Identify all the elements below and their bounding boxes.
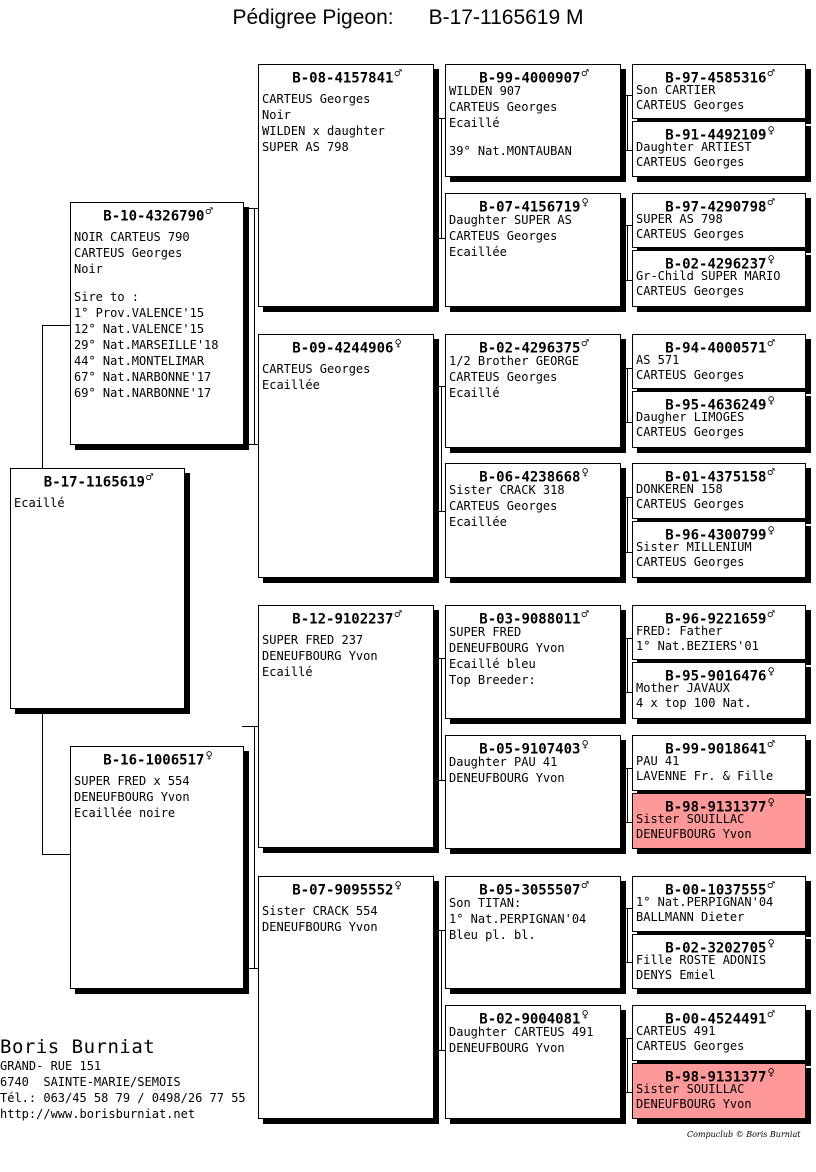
ring-number [641, 464, 799, 486]
pigeon-details [636, 140, 802, 170]
pigeon-card-g3 [632, 193, 806, 248]
ring-number [641, 606, 799, 628]
pigeon-details [636, 83, 802, 113]
pigeon-details [14, 495, 181, 511]
female-symbol-icon: ♀ [394, 336, 402, 350]
ring-number [454, 194, 614, 216]
pigeon-card-dam-dam [258, 876, 434, 1119]
pigeon-details [636, 269, 802, 299]
pigeon-detail-line: CARTEUS Georges [449, 229, 558, 243]
pigeon-details [449, 624, 617, 688]
male-symbol-icon: ♂ [145, 470, 154, 484]
pigeon-detail-line: PAU 41 [636, 754, 680, 768]
pigeon-card-g2 [632, 121, 806, 177]
female-symbol-icon: ♀ [767, 393, 775, 407]
owner-address: GRAND- RUE 151 [0, 1059, 102, 1073]
ring-number-text: B-06-4238668 [479, 469, 581, 486]
female-symbol-icon: ♀ [767, 523, 775, 537]
pigeon-detail-line: SUPER FRED 237 [262, 633, 364, 647]
pigeon-details [636, 482, 802, 512]
pigeon-detail-line: 1° Nat.BEZIERS'01 [636, 639, 759, 653]
pigeon-card-sdd [445, 463, 621, 578]
pigeon-detail-line [74, 277, 240, 289]
owner-phone: Tél.: 063/45 58 79 / 0498/26 77 55 [0, 1091, 246, 1105]
pigeon-detail-line: CARTEUS Georges [636, 555, 745, 569]
pigeon-detail-line: 67° Nat.NARBONNE'17 [74, 370, 212, 384]
pigeon-detail-line: Daughter ARTIEST [636, 140, 752, 154]
pigeon-details [449, 482, 617, 530]
pigeon-card-g13 [632, 876, 806, 932]
pigeon-detail-line: Ecaillé [449, 116, 500, 130]
pigeon-detail-line: WILDEN 907 [449, 84, 522, 98]
pigeon-card-dsd [445, 735, 621, 849]
pigeon-detail-line: CARTEUS Georges [449, 100, 558, 114]
pigeon-detail-line: FRED: Father [636, 624, 723, 638]
pigeon-detail-line: NOIR CARTEUS 790 [74, 230, 190, 244]
pigeon-detail-line: DONKEREN 158 [636, 482, 723, 496]
pigeon-details [636, 624, 802, 654]
pigeon-detail-line: SUPER AS 798 [262, 140, 349, 154]
female-symbol-icon: ♀ [205, 748, 213, 762]
pigeon-detail-line: Top Breeder: [449, 673, 536, 687]
pigeon-detail-line: Sister SOUILLAC [636, 812, 745, 826]
pigeon-detail-line: Son CARTIER [636, 83, 716, 97]
pigeon-details [449, 212, 617, 260]
pigeon-details [636, 895, 802, 925]
ring-number-text: B-00-4524491 [665, 1011, 767, 1028]
pigeon-details [636, 681, 802, 711]
owner-name: Boris Burniat [0, 1036, 156, 1058]
pigeon-card-dam [70, 746, 244, 989]
ring-number-text: B-94-4000571 [665, 340, 767, 357]
pigeon-detail-line: CARTEUS Georges [636, 155, 745, 169]
ring-number-text: B-00-1037555 [665, 882, 767, 899]
ring-number-text: B-97-4290798 [665, 199, 767, 216]
pigeon-card-g9 [632, 605, 806, 660]
ring-number-text: B-99-4000907 [479, 70, 581, 87]
pigeon-detail-line: CARTEUS Georges [449, 370, 558, 384]
pigeon-card-g11 [632, 735, 806, 791]
male-symbol-icon: ♂ [205, 204, 213, 218]
pigeon-details [636, 540, 802, 570]
pigeon-detail-line: SUPER AS 798 [636, 212, 723, 226]
pigeon-detail-line: Ecaillée [449, 515, 507, 529]
pigeon-detail-line: Ecaillé bleu [449, 657, 536, 671]
pigeon-detail-line: CARTEUS Georges [449, 499, 558, 513]
page-title: Pédigree Pigeon: B-17-1165619 M [232, 6, 584, 29]
pigeon-card-g6 [632, 391, 806, 448]
pigeon-detail-line: Ecaillée noire [74, 806, 176, 820]
ring-number-text: B-02-9004081 [479, 1011, 581, 1028]
pigeon-detail-line: 1° Nat.PERPIGNAN'04 [636, 895, 774, 909]
pigeon-card-g4 [632, 250, 806, 307]
pigeon-detail-line: CARTEUS Georges [636, 98, 745, 112]
owner-city: 6740 SAINTE-MARIE/SEMOIS [0, 1075, 181, 1089]
ring-number [641, 122, 799, 144]
pigeon-detail-line: Ecaillé [14, 496, 65, 510]
female-symbol-icon: ♀ [767, 252, 775, 266]
ring-number-text: B-02-4296237 [665, 256, 767, 273]
ring-number-text: B-07-9095552 [292, 882, 394, 899]
male-symbol-icon: ♂ [767, 878, 775, 892]
male-symbol-icon: ♂ [767, 465, 775, 479]
pigeon-details [262, 903, 430, 935]
pigeon-detail-line: 69° Nat.NARBONNE'17 [74, 386, 212, 400]
ring-number-text: B-16-1006517 [103, 752, 205, 769]
pigeon-detail-line: WILDEN x daughter [262, 124, 385, 138]
pigeon-detail-line: DENEUFBOURG Yvon [449, 641, 565, 655]
female-symbol-icon: ♀ [394, 878, 402, 892]
pigeon-detail-line: 1/2 Brother GEORGE [449, 354, 580, 368]
pigeon-detail-line: DENEUFBOURG Yvon [262, 649, 378, 663]
male-symbol-icon: ♂ [767, 195, 775, 209]
pigeon-detail-line: Ecaillé [449, 386, 500, 400]
pigeon-detail-line: DENEUFBOURG Yvon [262, 920, 378, 934]
pigeon-card-sire [70, 202, 244, 445]
ring-number [641, 736, 799, 758]
ring-number [641, 65, 799, 87]
ring-number [641, 194, 799, 216]
pigeon-detail-line: DENEUFBOURG Yvon [449, 1041, 565, 1055]
female-symbol-icon: ♀ [581, 737, 589, 751]
pigeon-details [636, 212, 802, 242]
pigeon-detail-line: 39° Nat.MONTAUBAN [449, 144, 572, 158]
pigeon-details [449, 353, 617, 401]
ring-number [641, 794, 799, 816]
female-symbol-icon: ♀ [767, 123, 775, 137]
pigeon-detail-line: Son TITAN: [449, 896, 522, 910]
pigeon-detail-line: 1° Prov.VALENCE'15 [74, 306, 205, 320]
pigeon-detail-line: CARTEUS Georges [636, 1039, 745, 1053]
ring-number-text: B-12-9102237 [292, 611, 394, 628]
pigeon-detail-line: Fille ROSTE ADONIS [636, 953, 767, 967]
pigeon-detail-line: DENEUFBOURG Yvon [636, 1097, 752, 1111]
male-symbol-icon: ♂ [581, 336, 589, 350]
female-symbol-icon: ♀ [767, 795, 775, 809]
ring-number [641, 251, 799, 273]
ring-number-text: B-91-4492109 [665, 127, 767, 144]
male-symbol-icon: ♂ [767, 737, 775, 751]
ring-number-text: B-05-9107403 [479, 741, 581, 758]
pigeon-details [262, 91, 430, 155]
pigeon-card-g10 [632, 662, 806, 719]
ring-number-text: B-98-9131377 [665, 1069, 767, 1086]
pigeon-details [636, 353, 802, 383]
female-symbol-icon: ♀ [581, 1007, 589, 1021]
pigeon-detail-line: DENEUFBOURG Yvon [74, 790, 190, 804]
pigeon-card-dam-sire [258, 605, 434, 848]
pigeon-card-g12 [632, 793, 806, 849]
pigeon-detail-line: SUPER FRED x 554 [74, 774, 190, 788]
pigeon-detail-line: Noir [74, 262, 103, 276]
pigeon-detail-line [449, 131, 617, 143]
ring-number-text: B-02-3202705 [665, 940, 767, 957]
pigeon-detail-line: 1° Nat.PERPIGNAN'04 [449, 912, 587, 926]
ring-number [641, 1064, 799, 1086]
owner-website-link[interactable]: http://www.borisburniat.net [0, 1107, 196, 1121]
pigeon-detail-line: CARTEUS Georges [636, 497, 745, 511]
ring-number-text: B-07-4156719 [479, 199, 581, 216]
ring-number [641, 663, 799, 685]
male-symbol-icon: ♂ [767, 607, 775, 621]
pigeon-detail-line: Sister MILLENIUM [636, 540, 752, 554]
pigeon-details [74, 229, 240, 401]
pigeon-card-g1 [632, 64, 806, 119]
pigeon-details [636, 754, 802, 784]
pigeon-details [636, 1082, 802, 1112]
female-symbol-icon: ♀ [581, 465, 589, 479]
ring-number [641, 877, 799, 899]
male-symbol-icon: ♂ [767, 1007, 775, 1021]
pigeon-detail-line: Ecaillée [449, 245, 507, 259]
ring-number [267, 65, 427, 87]
male-symbol-icon: ♂ [581, 878, 589, 892]
ring-number-text: B-96-9221659 [665, 611, 767, 628]
pigeon-detail-line: 12° Nat.VALENCE'15 [74, 322, 205, 336]
pigeon-detail-line: Noir [262, 108, 291, 122]
pigeon-detail-line: Sister CRACK 554 [262, 904, 378, 918]
female-symbol-icon: ♀ [767, 1065, 775, 1079]
pigeon-card-g14 [632, 934, 806, 989]
pigeon-detail-line: Sire to : [74, 290, 140, 304]
male-symbol-icon: ♂ [767, 66, 775, 80]
ring-number [454, 606, 614, 628]
ring-number [641, 522, 799, 544]
female-symbol-icon: ♀ [767, 936, 775, 950]
pigeon-detail-line: CARTEUS Georges [636, 284, 745, 298]
pigeon-card-g7 [632, 463, 806, 519]
pigeon-detail-line: Daughter SUPER AS [449, 213, 572, 227]
pigeon-detail-line: Gr-Child SUPER MARIO [636, 269, 781, 283]
owner-block [0, 1036, 246, 1122]
ring-number-text: B-03-9088011 [479, 611, 581, 628]
pigeon-details [636, 953, 802, 983]
software-credit: Compuclub © Boris Burniat [687, 1130, 801, 1139]
pigeon-card-dss [445, 605, 621, 719]
male-symbol-icon: ♂ [767, 336, 775, 350]
male-symbol-icon: ♂ [581, 607, 589, 621]
ring-number-text: B-99-9018641 [665, 741, 767, 758]
ring-number [641, 1006, 799, 1028]
pigeon-detail-line: CARTEUS Georges [74, 246, 183, 260]
female-symbol-icon: ♀ [581, 195, 589, 209]
pigeon-card-ddd [445, 1005, 621, 1119]
ring-number [454, 335, 614, 357]
pigeon-detail-line: Ecaillé [262, 665, 313, 679]
ring-number [454, 736, 614, 758]
pigeon-details [449, 1024, 617, 1056]
pigeon-details [74, 773, 240, 821]
ring-number [454, 1006, 614, 1028]
ring-number [454, 65, 614, 87]
ring-number [454, 464, 614, 486]
ring-number-text: B-08-4157841 [292, 70, 394, 87]
ring-number-text: B-98-9131377 [665, 799, 767, 816]
pigeon-card-dds [445, 876, 621, 989]
ring-number-text: B-01-4375158 [665, 469, 767, 486]
pigeon-card-g16 [632, 1063, 806, 1119]
ring-number [641, 935, 799, 957]
pigeon-detail-line: Daughter PAU 41 [449, 755, 558, 769]
female-symbol-icon: ♀ [767, 664, 775, 678]
pigeon-detail-line: DENEUFBOURG Yvon [636, 827, 752, 841]
ring-number [454, 877, 614, 899]
ring-number-text: B-02-4296375 [479, 340, 581, 357]
pigeon-card-sds [445, 334, 621, 448]
male-symbol-icon: ♂ [394, 66, 402, 80]
pigeon-detail-line: 29° Nat.MARSEILLE'18 [74, 338, 219, 352]
pigeon-card-subject [10, 468, 185, 709]
pigeon-detail-line: DENEUFBOURG Yvon [449, 771, 565, 785]
pigeon-card-g5 [632, 334, 806, 389]
pigeon-detail-line: Ecaillée [262, 378, 320, 392]
ring-number [79, 747, 237, 769]
pigeon-detail-line: CARTEUS Georges [636, 425, 745, 439]
pigeon-detail-line: CARTEUS Georges [262, 362, 371, 376]
pigeon-detail-line: 44° Nat.MONTELIMAR [74, 354, 205, 368]
ring-number [79, 203, 237, 225]
pigeon-details [262, 632, 430, 680]
pigeon-detail-line: 4 x top 100 Nat. [636, 696, 752, 710]
pigeon-details [636, 812, 802, 842]
pigeon-detail-line: BALLMANN Dieter [636, 910, 745, 924]
pigeon-details [449, 83, 617, 159]
pigeon-detail-line: DENYS Emiel [636, 968, 716, 982]
ring-number-text: B-05-3055507 [479, 882, 581, 899]
pigeon-detail-line: Bleu pl. bl. [449, 928, 536, 942]
ring-number [641, 335, 799, 357]
pigeon-detail-line: SUPER FRED [449, 625, 522, 639]
ring-number [641, 392, 799, 414]
male-symbol-icon: ♂ [394, 607, 402, 621]
pigeon-detail-line: Daughter CARTEUS 491 [449, 1025, 594, 1039]
ring-number-text: B-95-4636249 [665, 397, 767, 414]
pigeon-detail-line: Daugher LIMOGES [636, 410, 745, 424]
pigeon-detail-line: CARTEUS Georges [636, 227, 745, 241]
pigeon-card-g15 [632, 1005, 806, 1061]
ring-number-text: B-96-4300799 [665, 527, 767, 544]
pigeon-detail-line: Mother JAVAUX [636, 681, 730, 695]
ring-number [19, 469, 178, 491]
pigeon-card-sire-dam [258, 334, 434, 578]
pigeon-details [449, 895, 617, 943]
ring-number [267, 877, 427, 899]
pigeon-detail-line: AS 571 [636, 353, 680, 367]
ring-number [267, 606, 427, 628]
pigeon-details [636, 410, 802, 440]
ring-number [267, 335, 427, 357]
male-symbol-icon: ♂ [581, 66, 589, 80]
ring-number-text: B-09-4244906 [292, 340, 394, 357]
pigeon-card-ssd [445, 193, 621, 307]
ring-number-text: B-95-9016476 [665, 668, 767, 685]
pigeon-detail-line: LAVENNE Fr. & Fille [636, 769, 774, 783]
pigeon-card-g8 [632, 521, 806, 578]
pigeon-detail-line: Sister SOUILLAC [636, 1082, 745, 1096]
pigeon-detail-line: CARTEUS Georges [636, 368, 745, 382]
pigeon-details [262, 361, 430, 393]
pigeon-detail-line: CARTEUS 491 [636, 1024, 716, 1038]
ring-number-text: B-10-4326790 [103, 208, 205, 225]
pigeon-card-sss [445, 64, 621, 177]
pigeon-detail-line: CARTEUS Georges [262, 92, 371, 106]
ring-number-text: B-17-1165619 [43, 474, 145, 491]
pigeon-detail-line: Sister CRACK 318 [449, 483, 565, 497]
pigeon-details [636, 1024, 802, 1054]
pigeon-details [449, 754, 617, 786]
ring-number-text: B-97-4585316 [665, 70, 767, 87]
pigeon-card-sire-sire [258, 64, 434, 307]
